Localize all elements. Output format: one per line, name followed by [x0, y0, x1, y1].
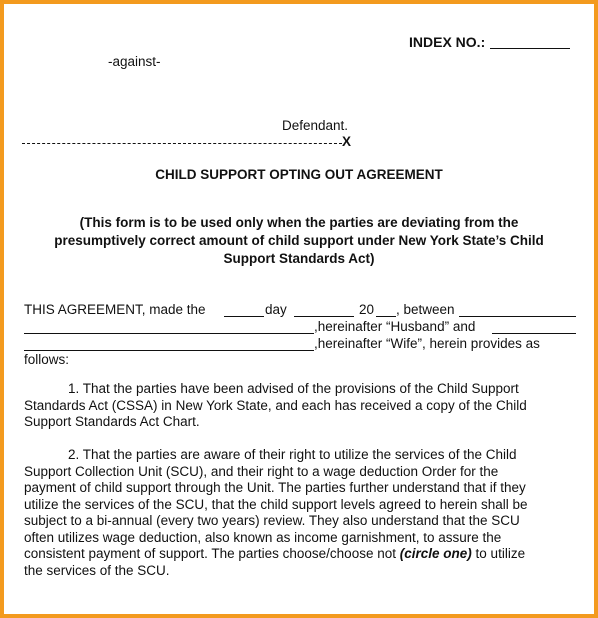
agreement-wife: ,hereinafter “Wife”, herein provides as	[314, 336, 540, 351]
paragraph-2-line-7-end: to utilize	[475, 546, 526, 561]
paragraph-2-line-1: 2. That the parties are aware of their right to utilize the services of the Child	[68, 447, 517, 462]
paragraph-2-line-8: the services of the SCU.	[24, 562, 170, 578]
paragraph-2	[24, 447, 528, 579]
wife-name-blank[interactable]	[24, 350, 314, 351]
paragraph-2-line-4: utilize the services of the SCU, that the child support levels agreed to herein shall be	[24, 496, 528, 512]
agreement-husband: ,hereinafter “Husband” and	[314, 319, 476, 334]
circle-one-instruction: (circle one)	[399, 546, 472, 561]
subtitle-line-3: Support Standards Act)	[223, 251, 375, 266]
paragraph-1	[24, 381, 527, 431]
year-blank[interactable]	[376, 316, 396, 317]
paragraph-2-line-6: often utilizes wage deduction, also known as income garnishment, to assure the	[24, 529, 502, 545]
day-blank[interactable]	[224, 316, 264, 317]
paragraph-2-line-3: payment of child support through the Unit. The parties further understand that if they	[24, 480, 526, 495]
agreement-between: , between	[396, 302, 455, 317]
document-title: CHILD SUPPORT OPTING OUT AGREEMENT	[155, 167, 443, 182]
paragraph-1-line-1: 1. That the parties have been advised of the provisions of the Child Support	[68, 381, 519, 396]
subtitle-line-2: presumptively correct amount of child support under New York State’s Child	[54, 233, 544, 248]
caption-end-mark: X	[342, 134, 352, 149]
agreement-year-prefix: 20	[359, 302, 375, 317]
month-blank[interactable]	[294, 316, 354, 317]
paragraph-2-line-5: subject to a bi-annual (every two years) review. They also understand that the SCU	[24, 513, 520, 528]
paragraph-2-line-7	[24, 546, 528, 563]
paragraph-1-line-2: Standards Act (CSSA) in New York State, and each has received a copy of the Child	[24, 397, 527, 413]
party-1-blank[interactable]	[459, 316, 576, 317]
document-page	[4, 4, 594, 614]
defendant-label: Defendant.	[282, 118, 349, 133]
agreement-made-the: THIS AGREEMENT, made the	[24, 302, 206, 317]
caption-dashed-line	[22, 143, 342, 144]
husband-name-blank[interactable]	[24, 333, 314, 334]
against-label: -against-	[108, 54, 161, 69]
index-number-label: INDEX NO.:	[409, 34, 486, 50]
paragraph-2-line-2: Support Collection Unit (SCU), and their right to a wage deduction Order for the	[24, 463, 499, 479]
agreement-follows: follows:	[24, 352, 70, 367]
subtitle-line-1: (This form is to be used only when the parties are deviating from the	[79, 215, 519, 230]
paragraph-1-line-3: Support Standards Act Chart.	[24, 414, 200, 429]
agreement-day: day	[265, 302, 287, 317]
wife-name-blank-start[interactable]	[492, 333, 576, 334]
paragraph-2-line-7-start: consistent payment of support. The parties choose/choose not	[24, 546, 396, 561]
index-number-blank[interactable]	[490, 48, 570, 49]
